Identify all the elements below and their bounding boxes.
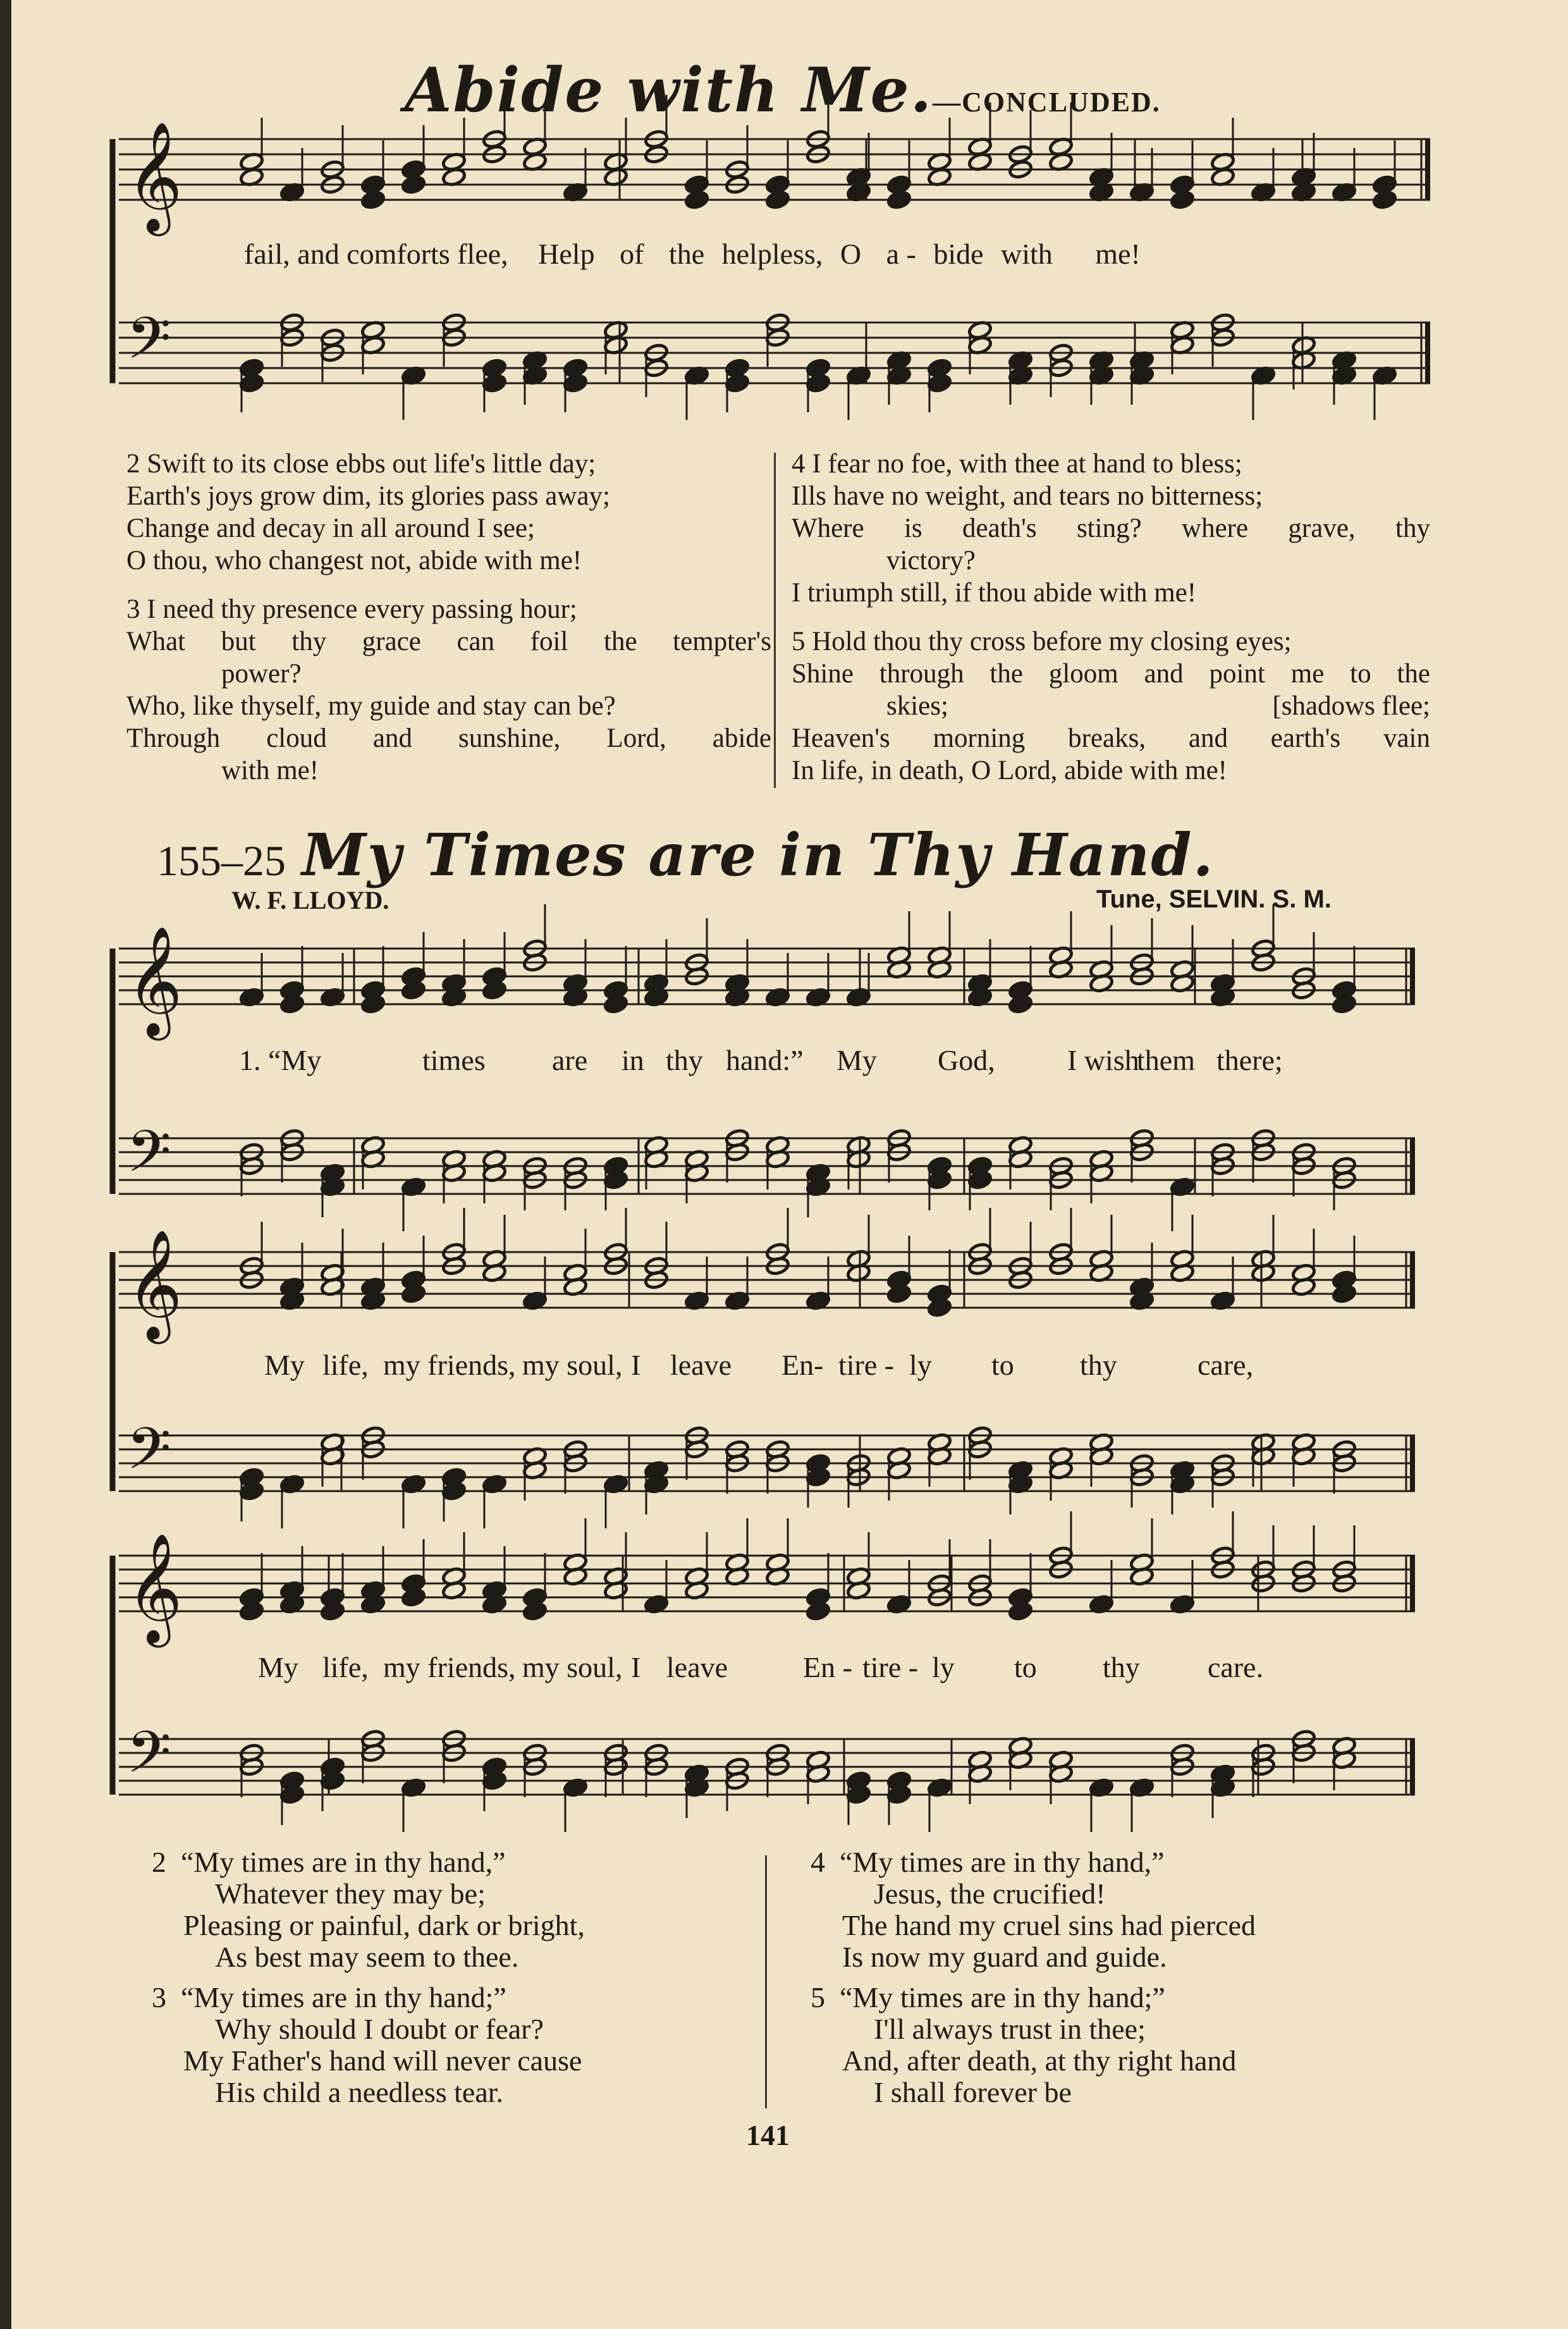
lyric-syllable: En- (781, 1349, 824, 1381)
note-head (360, 190, 385, 209)
lyric-syllable: fail, and (244, 238, 340, 270)
lyric-syllable: En - (803, 1651, 852, 1683)
page-number: 141 (746, 2119, 790, 2151)
hymn2-lyric-line-1 (239, 1043, 1283, 1077)
hymn2-author: W. F. LLOYD. (231, 886, 389, 914)
note-head (401, 175, 426, 194)
hymn2-lyric-line-2 (264, 1348, 1253, 1382)
hymn2-verses-left (152, 1847, 759, 2108)
note-head (765, 190, 790, 209)
lyric-syllable: Help (538, 238, 595, 270)
verse-number: 5 (792, 627, 805, 656)
note-head (239, 373, 264, 393)
treble-clef-icon: 𝄞 (126, 1229, 183, 1339)
lyric-syllable: thy (1080, 1349, 1117, 1381)
hymn-number: 155–25 (157, 837, 286, 885)
note-head (805, 373, 830, 393)
lyric-syllable: of (620, 238, 644, 270)
verse-column-divider (774, 453, 776, 788)
bass-clef-icon: 𝄢 (126, 1415, 171, 1496)
verse-3: 3 “My times are in thy hand;” Why should I doubt or fear? My Father's hand will never cause His child a needless tear. (152, 1981, 582, 2108)
verse-number: 5 (811, 1981, 825, 2013)
lyric-syllable: my friends, (383, 1651, 516, 1683)
hymn2-title: My Times are in Thy Hand. (302, 821, 1215, 889)
treble-clef-icon: 𝄞 (126, 926, 183, 1036)
note-head (563, 373, 587, 393)
bass-clef-icon: 𝄢 (126, 1719, 171, 1800)
hymn2-verses-right (811, 1847, 1443, 2108)
lyric-syllable: My (258, 1651, 298, 1683)
hymn2-lyric-line-3 (258, 1650, 1263, 1684)
treble-clef-icon: 𝄞 (126, 121, 183, 231)
verse-5: 5 “My times are in thy hand;” I'll always trust in thee; And, after death, at thy right hand I shall forever be (811, 1981, 1237, 2108)
note-head (886, 190, 911, 209)
lyric-syllable: tire - (838, 1349, 895, 1381)
verse-2: 2 Swift to its close ebbs out life's little day; Earth's joys grow dim, its glories pass away; Change and decay in all around I see; O thou, who changest not, abide with me! (126, 449, 610, 575)
note-head (1372, 190, 1397, 209)
lyric-syllable: I (631, 1349, 641, 1381)
lyric-syllable: them (1137, 1044, 1195, 1076)
note-head (927, 373, 952, 393)
lyric-syllable: there; (1216, 1044, 1283, 1076)
lyric-syllable: I (631, 1651, 641, 1683)
verse-4: 4 I fear no foe, with thee at hand to bless; Ills have no weight, and tears no bitterness; Where is death's sting? where grave, thy victory? I triumph still, if thou abide with me! (792, 449, 1430, 608)
lyric-syllable: 1. “My (239, 1044, 322, 1076)
lyric-syllable: flee, (457, 238, 508, 270)
lyric-syllable: with (1001, 238, 1053, 270)
verse-number: 4 (792, 449, 805, 479)
lyric-syllable: to (991, 1349, 1014, 1381)
hymn1-verses-left (126, 448, 771, 787)
note-head (1170, 190, 1194, 209)
hymn2-tune: Tune, SELVIN. S. M. (1096, 885, 1332, 913)
lyric-syllable: in (622, 1044, 644, 1076)
lyric-syllable: care. (1208, 1651, 1264, 1683)
note-head (482, 373, 506, 393)
verse-5: 5 Hold thou thy cross before my closing eyes; Shine through the gloom and point me to the skies; [shadows flee; Heaven's morning breaks, and earth's vain In life, in death, O Lord, abide with me! (792, 627, 1430, 785)
verse-number: 2 (126, 449, 140, 479)
lyric-syllable: My (264, 1349, 305, 1381)
verse-3: 3 I need thy presence every passing hour; What but thy grace can foil the tempter's power? Who, like thyself, my guide and stay can be? Through cloud and sunshine, Lord, abide with me! (126, 594, 771, 785)
lyric-syllable: O (840, 238, 862, 270)
lyric-syllable: bide (933, 238, 984, 270)
hymn1-title-suffix: —CONCLUDED. (933, 87, 1161, 118)
lyric-syllable: tire - (862, 1651, 919, 1683)
treble-clef-icon: 𝄞 (126, 1533, 183, 1643)
hymn2-title-block (157, 821, 1215, 889)
lyric-syllable: care, (1197, 1349, 1254, 1381)
lyric-syllable: the (668, 238, 705, 270)
lyric-syllable: leave (670, 1349, 732, 1381)
lyric-syllable: my soul, (522, 1349, 623, 1381)
lyric-syllable: ly (909, 1349, 932, 1381)
verse-2: 2 “My times are in thy hand,” Whatever they may be; Pleasing or painful, dark or bright, As best may seem to thee. (152, 1846, 585, 1973)
lyric-syllable: my soul, (522, 1651, 623, 1683)
note-head (684, 190, 709, 209)
lyric-syllable: leave (666, 1651, 728, 1683)
lyric-syllable: me! (1095, 238, 1141, 270)
lyric-syllable: thy (1103, 1651, 1140, 1683)
bass-clef-icon: 𝄢 (126, 1118, 171, 1199)
hymn1-lyric-line (244, 237, 1141, 271)
lyric-syllable: times (422, 1044, 486, 1076)
lyric-syllable: God, (938, 1044, 995, 1076)
lyric-syllable: to (1014, 1651, 1037, 1683)
verse-number: 3 (126, 594, 140, 624)
lyric-syllable: helpless, (721, 238, 823, 270)
verse-number: 3 (152, 1981, 166, 2013)
hymn1-verses-right (792, 448, 1430, 787)
lyric-syllable: my friends, (383, 1349, 516, 1381)
lyric-syllable: I wish (1067, 1044, 1139, 1076)
lyric-syllable: life, (322, 1349, 369, 1381)
lyric-syllable: ly (932, 1651, 955, 1683)
bass-clef-icon: 𝄢 (126, 305, 171, 386)
lyric-syllable: My (836, 1044, 877, 1076)
lyric-syllable: are (552, 1044, 588, 1076)
lyric-syllable: a - (886, 238, 916, 270)
verse-4: 4 “My times are in thy hand,” Jesus, the crucified! The hand my cruel sins had pierced Is now my guard and guide. (811, 1846, 1256, 1973)
verse-column-divider (765, 1855, 767, 2108)
verse-number: 4 (811, 1846, 825, 1878)
lyric-syllable: life, (322, 1651, 369, 1683)
lyric-syllable: thy (666, 1044, 703, 1076)
hymn1-title: Abide with Me. (405, 54, 933, 126)
note-head (725, 373, 749, 393)
lyric-syllable: comforts (346, 238, 450, 270)
lyric-syllable: hand:” (726, 1044, 804, 1076)
verse-number: 2 (152, 1846, 166, 1878)
